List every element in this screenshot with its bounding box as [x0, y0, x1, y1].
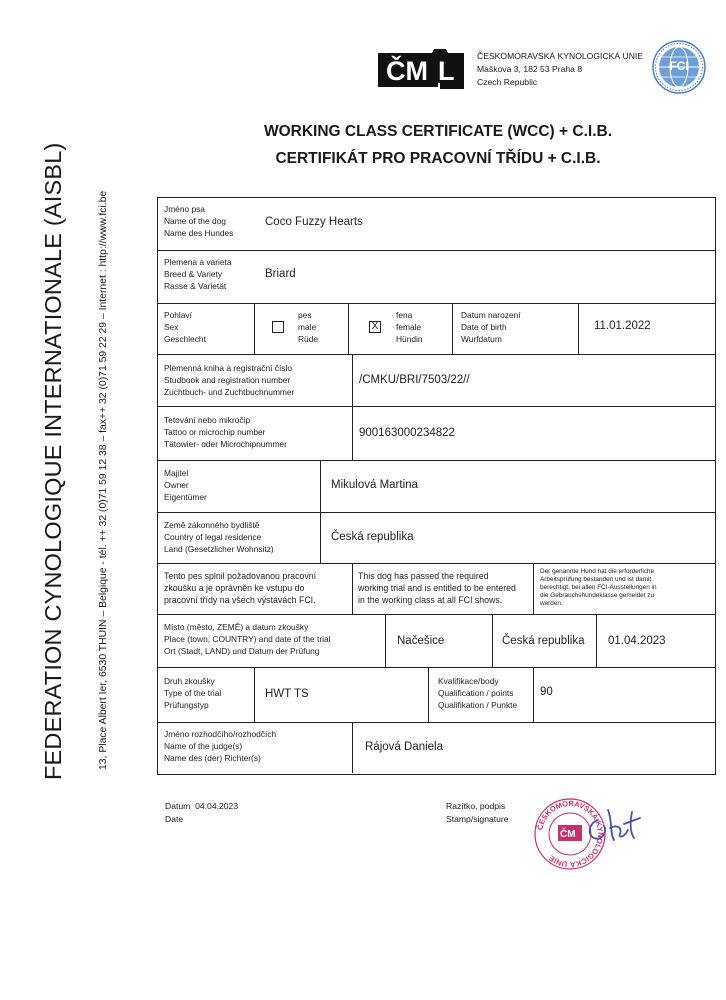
male-checkbox[interactable]	[272, 321, 284, 333]
cmku-logo	[376, 47, 468, 91]
org-country: Czech Republic	[477, 77, 538, 87]
female-checkbox[interactable]: X	[369, 321, 381, 333]
studbook-label: Plemenná kniha a registrační číslo Studbook and registration number Zuchtbuch- und Zuchtbuchnummer	[164, 363, 295, 398]
judge-label: Jméno rozhodčího/rozhodčích Name of the judge(s) Name des (der) Richter(s)	[164, 729, 277, 764]
svg-text:ČM: ČM	[560, 829, 576, 840]
issue-date: Datum 04.04.2023 Date	[165, 801, 239, 824]
fci-text: FCI	[669, 59, 689, 73]
qualification-value: 90	[540, 686, 553, 698]
place-label: Místo (město, ZEMĚ) a datum zkoušky Place (town, COUNTRY) and date of the trial Ort (Stadt, LAND) und Datum der Prüfung	[164, 622, 331, 657]
country-value: Česká republika	[331, 531, 414, 543]
chip-value: 900163000234822	[359, 427, 455, 439]
owner-label: Majitel Owner Eigentümer	[164, 468, 207, 503]
dog-name-label: Jméno psa Name of the dog Name des Hundes	[164, 204, 234, 239]
qualification-label: Kvalifikace/body Qualification / points Qualifikation / Punkte	[438, 676, 518, 711]
trial-type-label: Druh zkoušky Type of the trial Prüfungstyp	[164, 676, 222, 711]
trial-type-value: HWT TS	[265, 688, 309, 700]
sex-label: Pohlaví Sex Geschlecht	[164, 310, 206, 345]
breed-label: Plemena a varieta Breed & Variety Rasse & Varietät	[164, 257, 232, 292]
dog-name-value: Coco Fuzzy Hearts	[265, 216, 363, 228]
female-label: fena female Hündin	[396, 310, 423, 345]
side-organization-title: FEDERATION CYNOLOGIQUE INTERNATIONALE (AISBL)	[40, 142, 66, 780]
organization-address	[477, 50, 643, 89]
birth-value: 11.01.2022	[594, 320, 651, 332]
male-label: pes male Rüde	[298, 310, 319, 345]
svg-text:ČESKOMORAVSKÁ KYNOLOGICKÁ UNIE: ČESKOMORAVSKÁ KYNOLOGICKÁ UNIE	[535, 798, 606, 870]
svg-text:ČM: ČM	[386, 56, 428, 86]
judge-value: Rájová Daniela	[365, 741, 443, 753]
breed-value: Briard	[265, 268, 296, 280]
trial-town: Načešice	[397, 635, 445, 647]
org-name: ČESKOMORAVSKÁ KYNOLOGICKÁ UNIE	[477, 51, 644, 61]
chip-label: Tetování nebo mikročip Tattoo or microchip number Tätowier- oder Microchipnummer	[164, 415, 287, 450]
side-address: 13, Place Albert Ier, 6530 THUIN – Belgique - tél. ++ 32 (0)71 59 12 38 – fax++ 32 (0)71 59 22 29 – Internet : http://www.fci.be	[98, 190, 109, 770]
statement-english: This dog has passed the required working trial and is entitled to be entered in the working class at all FCI shows.	[358, 571, 516, 606]
country-label: Země zákonného bydliště Country of legal residence Land (Gesetzlicher Wohnsitz)	[164, 520, 274, 555]
statement-german: Der genannte Hund hat die erforderliche Arbeitsprüfung bestanden und ist damit berechtigt, bei allen FCI-Ausstellungen in die Gebrauchshundeklasse gemeldet zu werden.	[540, 568, 657, 607]
cmku-logo-icon	[376, 47, 468, 91]
title-czech: CERTIFIKÁT PRO PRACOVNÍ TŘÍDU + C.I.B.	[275, 150, 601, 167]
org-street: Maškova 3, 182 53 Praha 8	[477, 64, 583, 74]
fci-emblem	[652, 40, 706, 94]
judge-signature	[580, 800, 650, 852]
studbook-value: /CMKU/BRI/7503/22//	[359, 374, 470, 386]
statement-czech: Tento pes splnil požadovanou pracovní zkoušku a je oprávněn ke vstupu do pracovní třídy na všech výstavách FCI.	[164, 571, 317, 606]
stamp-signature-label: Razítko, podpis Stamp/signature	[446, 801, 509, 824]
owner-value: Mikulová Martina	[331, 479, 418, 491]
trial-country: Česká republika	[502, 635, 585, 647]
trial-date: 01.04.2023	[608, 635, 666, 647]
issue-date-value: 04.04.2023	[195, 801, 239, 811]
signature-icon	[580, 800, 650, 852]
birth-label: Datum narození Date of birth Wurfdatum	[461, 310, 521, 345]
title-english: WORKING CLASS CERTIFICATE (WCC) + C.I.B.	[263, 123, 613, 140]
certificate-form	[157, 197, 716, 775]
svg-text:L: L	[438, 56, 455, 86]
